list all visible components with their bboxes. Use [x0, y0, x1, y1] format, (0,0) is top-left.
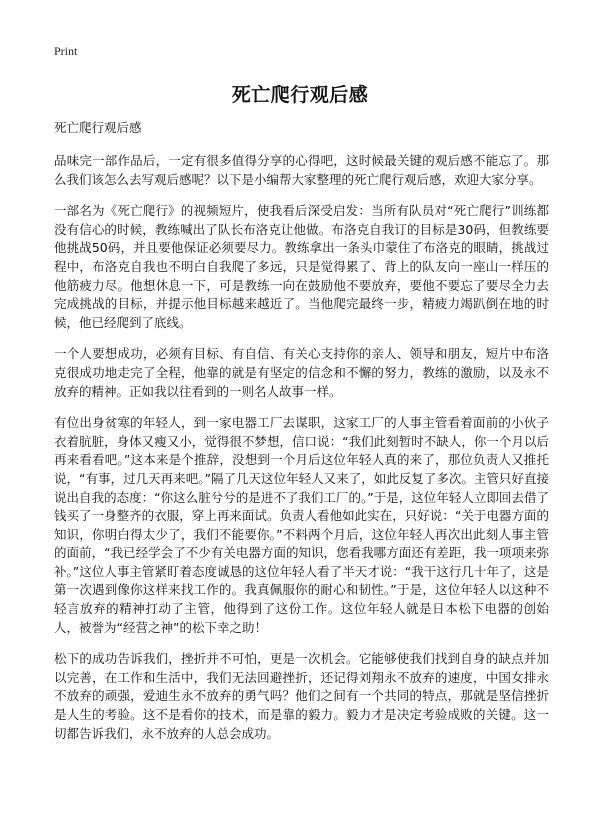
paragraph-conclusion: 松下的成功告诉我们，挫折并不可怕，更是一次机会。它能够使我们找到自身的缺点并加以完善，在工作和生活中，我们无法回避挫折，还记得刘翔永不放弃的速度，中国女排永不放弃的顽强，爱迪生永不放弃的勇气吗？他们之间有一个共同的特点，那就是坚信挫折是人生的考验。这不是看你的技术，而是靠的毅力。毅力才是决定考验成败的关键。这一切都告诉我们，永不放弃的人总会成功。 [54, 651, 549, 741]
paragraph-success: 一个人要想成功，必须有目标、有自信、有关心支持你的亲人、领导和朋友，短片中布洛克很成功地走完了全程，他靠的就是有坚定的信念和不懈的努力，教练的激励，以及永不放弃的精神。正如我以往看到的一则名人故事一样。 [54, 346, 549, 399]
paragraph-story: 有位出身贫寒的年轻人，到一家电器工厂去谋职，这家工厂的人事主管看着面前的小伙子衣着肮脏，身体又瘦又小，觉得很不梦想，信口说：“我们此刻暂时不缺人，你一个月以后再来看看吧。”这本来是个推辞，没想到一个月后这位年轻人真的来了，那位负责人又推托说，“有事，过几天再来吧。”隔了几天这位年轻人又来了，如此反复了多次。主管只好直接说出自我的态度：“你这么脏兮兮的是进不了我们工厂的。”于是，这位年轻人立即回去借了钱买了一身整齐的衣服，穿上再来面试。负责人看他如此实在，只好说：“关于电器方面的知识，你明白得太少了，我们不能要你。”不料两个月后，这位年轻人再次出此刻人事主管的面前，“我已经学会了不少有关电器方面的知识，您看我哪方面还有差距，我一项项来弥补。”这位人事主管紧盯着态度诚恳的这位年轻人看了半天才说：“我干这行几十年了，这是第一次遇到像你这样来找工作的。我真佩服你的耐心和韧性。”于是，这位年轻人以这种不轻言放弃的精神打动了主管，他得到了这份工作。这位年轻人就是日本松下电器的创始人，被誉为“经营之神”的松下幸之助！ [54, 415, 549, 635]
print-link[interactable]: Print [54, 44, 78, 58]
paragraph-intro: 品味完一部作品后，一定有很多值得分享的心得吧，这时候最关键的观后感不能忘了。那么我们该怎么去写观后感呢？以下是小编帮大家整理的死亡爬行观后感，欢迎大家分享。 [54, 153, 549, 187]
paragraph-death-crawl: 一部名为《死亡爬行》的视频短片，使我看后深受启发：当所有队员对“死亡爬行”训练都没有信心的时候，教练喊出了队长布洛克让他做。布洛克自我订的目标是30码，但教练要他挑战50码，并且要他保证必须要尽力。教练拿出一条头巾蒙住了布洛克的眼睛，挑战过程中，布洛克自我也不明白自我爬了多远，只是觉得累了、背上的队友向一座山一样压的他筋疲力尽。他想休息一下，可是教练一向在鼓励他不要放弃，要他不要忘了要尽全力去完成挑战的目标，并提示他目标越来越近了。当他爬完最终一步，精疲力竭趴倒在地的时候，他已经爬到了底线。 [54, 203, 549, 330]
article-subtitle: 死亡爬行观后感 [54, 120, 142, 135]
article-body [54, 120, 549, 756]
page-title: 死亡爬行观后感 [231, 84, 369, 106]
